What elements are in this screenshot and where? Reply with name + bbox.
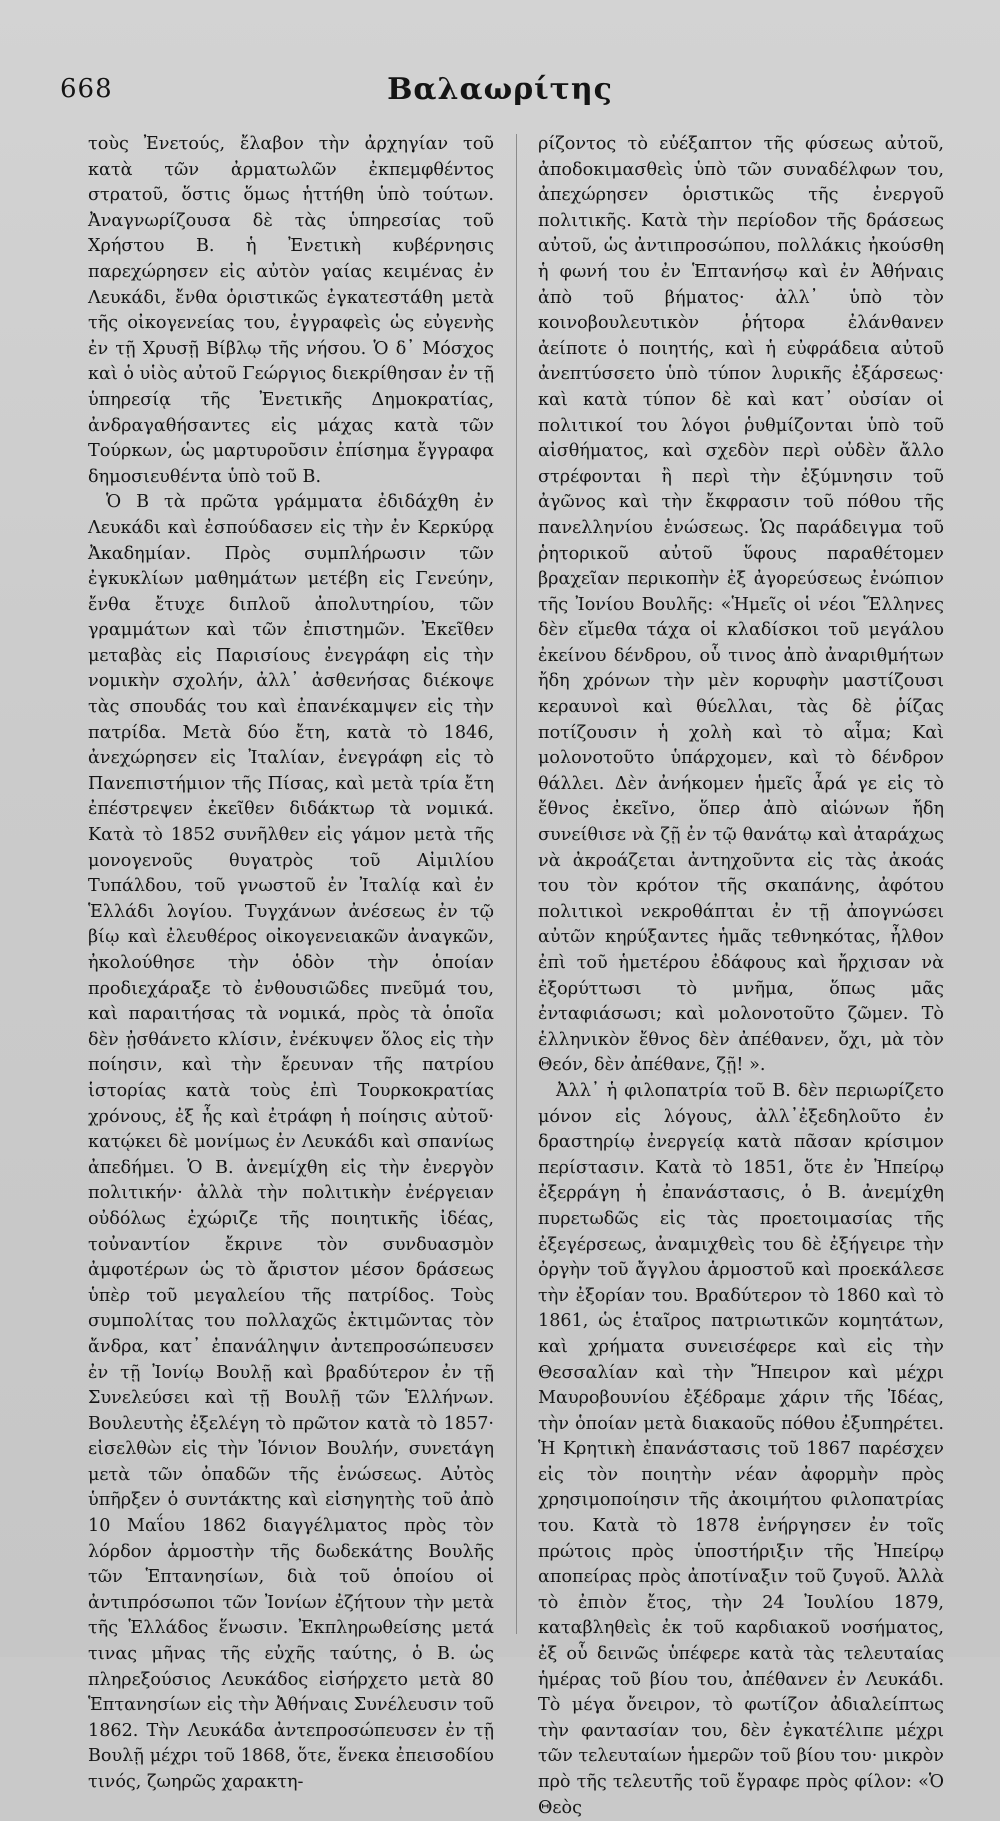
right-paragraph-1: ρίζοντος τὸ εὐέξαπτον τῆς φύσεως αὐτοῦ, ἀποδοκιμασθεὶς ὑπὸ τῶν συναδέλφων του, ἀπεχώρησεν ὁριστικῶς τῆς ἐνεργοῦ πολιτικῆς. Κατὰ τὴν περίοδον τῆς δράσεως αὐτοῦ, ὡς ἀντιπροσώπου, πολλάκις ἠκούσθη ἡ φωνή του ἐν Ἑπτανήσῳ καὶ ἐν Ἀθήναις ἀπὸ τοῦ βήματος· ἀλλ᾽ ὑπὸ τὸν κοινοβουλευτικὸν ῥήτορα ἐλάνθανεν ἀείποτε ὁ ποιητής, καὶ ἡ εὐφράδεια αὐτοῦ ἀνεπτύσσετο ὑπὸ τύπον λυρικῆς ἐξάρσεως· καὶ κατὰ τύπον δὲ καὶ κατ᾽ οὐσίαν οἱ πολιτικοί του λόγοι ῥυθμίζονται ὑπὸ τοῦ αἰσθήματος, καὶ σχεδὸν περὶ οὐδὲν ἄλλο στρέφονται ἢ περὶ τὴν ἐξύμνησιν τοῦ ἀγῶνος καὶ τὴν ἔκφρασιν τοῦ πόθου τῆς πανελληνίου ἑνώσεως. Ὡς παράδειγμα τοῦ ῥητορικοῦ αὐτοῦ ὕφους παραθέτομεν βραχεῖαν περικοπὴν ἐξ ἀγορεύσεως ἐνώπιον τῆς Ἰονίου Βουλῆς: «Ἡμεῖς οἱ νέοι Ἕλληνες δὲν εἴμεθα τάχα οἱ κλαδίσκοι τοῦ μεγάλου ἐκείνου δένδρου, οὗ τινος ἀπὸ ἀναριθμήτων ἤδη χρόνων τὴν μὲν κορυφὴν μαστίζουσι κεραυνοὶ καὶ θύελλαι, τὰς δὲ ῥίζας ποτίζουσιν ἡ χολὴ καὶ τὸ αἷμα; Καὶ μολονοτοῦτο ὑπάρχομεν, καὶ τὸ δένδρον θάλλει. Δὲν ἀνήκομεν ἡμεῖς ἆρά γε εἰς τὸ ἔθνος ἐκεῖνο, ὅπερ ἀπὸ αἰώνων ἤδη συνείθισε νὰ ζῇ ἐν τῷ θανάτῳ καὶ ἀταράχως νὰ ἀκροάζεται ἀντηχοῦντα εἰς τὰς ἀκοάς του τὸν κρότον τῆς σκαπάνης, ἀφότου πολιτικοὶ νεκροθάπται ἐν τῇ ἀπογνώσει αὐτῶν κηρύξαντες ἡμᾶς τεθνηκότας, ἦλθον ἐπὶ τοῦ ἡμετέρου ἐδάφους καὶ ἤρχισαν νὰ ἐξορύττωσι τὸ μνῆμα, ὅπως μᾶς ἐνταφιάσωσι; καὶ μολονοτοῦτο ζῶμεν. Τὸ ἑλληνικὸν ἔθνος δὲν ἀπέθανεν, ὄχι, μὰ τὸν Θεόν, δὲν ἀπέθανε, ζῇ! ». xyxy=(538,134,944,1076)
left-column xyxy=(88,132,494,1796)
running-head-title: Βαλαωρίτης xyxy=(387,72,613,107)
column-divider xyxy=(516,134,517,1634)
page-header xyxy=(0,74,1000,114)
left-paragraph-2: Ὁ Β τὰ πρῶτα γράμματα ἐδιδάχθη ἐν Λευκάδι καὶ ἐσπούδασεν εἰς τὴν ἐν Κερκύρᾳ Ἀκαδημίαν. Πρὸς συμπλήρωσιν τῶν ἐγκυκλίων μαθημάτων μετέβη εἰς Γενεύην, ἔνθα ἔτυχε διπλοῦ ἀπολυτηρίου, τῶν γραμμάτων καὶ τῶν ἐπιστημῶν. Ἐκεῖθεν μεταβὰς εἰς Παρισίους ἐνεγράφη εἰς τὴν νομικὴν σχολήν, ἀλλ᾽ ἀσθενήσας διέκοψε τὰς σπουδάς του καὶ ἐπανέκαμψεν εἰς τὴν πατρίδα. Μετὰ δύο ἔτη, κατὰ τὸ 1846, ἀνεχώρησεν εἰς Ἰταλίαν, ἐνεγράφη εἰς τὸ Πανεπιστήμιον τῆς Πίσας, καὶ μετὰ τρία ἔτη ἐπέστρεψεν ἐκεῖθεν διδάκτωρ τὰ νομικά. Κατὰ τὸ 1852 συνῆλθεν εἰς γάμον μετὰ τῆς μονογενοῦς θυγατρὸς τοῦ Αἰμιλίου Τυπάλδου, τοῦ γνωστοῦ ἐν Ἰταλίᾳ καὶ ἐν Ἑλλάδι λογίου. Τυγχάνων ἀνέσεως ἐν τῷ βίῳ καὶ ἐλευθέρος οἰκογενειακῶν ἀναγκῶν, ἠκολούθησε τὴν ὁδὸν τὴν ὁποίαν προδιεχάραξε τὸ ἐνθουσιῶδες πνεῦμά του, καὶ παραιτήσας τὰ νομικά, πρὸς τὰ ὁποῖα δὲν ᾐσθάνετο κλίσιν, ἐνέκυψεν ὅλος εἰς τὴν ποίησιν, καὶ τὴν ἔρευναν τῆς πατρίου ἱστορίας κατὰ τοὺς ἐπὶ Τουρκοκρατίας χρόνους, ἐξ ἧς καὶ ἐτράφη ἡ ποίησις αὐτοῦ· κατῴκει δὲ μονίμως ἐν Λευκάδι καὶ σπανίως ἀπεδήμει. Ὁ Β. ἀνεμίχθη εἰς τὴν ἐνεργὸν πολιτικήν· ἀλλὰ τὴν πολιτικὴν ἐνέργειαν οὐδόλως ἐχώριζε τῆς ποιητικῆς ἰδέας, τοὐναντίον ἔκρινε τὸν συνδυασμὸν ἀμφοτέρων ὡς τὸ ἄριστον μέσον δράσεως ὑπὲρ τοῦ μεγαλείου τῆς πατρίδος. Τοὺς συμπολίτας του πολλαχῶς ἐκτιμῶντας τὸν ἄνδρα, κατ᾽ ἐπανάληψιν ἀντεπροσώπευσεν ἐν τῇ Ἰονίῳ Βουλῇ καὶ βραδύτερον ἐν τῇ Συνελεύσει καὶ τῇ Βουλῇ τῶν Ἑλλήνων. Βουλευτὴς ἐξελέγη τὸ πρῶτον κατὰ τὸ 1857· εἰσελθὼν εἰς τὴν Ἰόνιον Βουλήν, συνετάγη μετὰ τῶν ὀπαδῶν τῆς ἑνώσεως. Αὐτὸς ὑπῆρξεν ὁ συντάκτης καὶ εἰσηγητὴς τοῦ ἀπὸ 10 Μαΐου 1862 διαγγέλματος πρὸς τὸν λόρδον ἁρμοστὴν τῆς δωδεκάτης Βουλῆς τῶν Ἑπτανησίων, διὰ τοῦ ὁποίου οἱ ἀντιπρόσωποι τῶν Ἰονίων ἐζήτουν τὴν μετὰ τῆς Ἑλλάδος ἕνωσιν. Ἐκπληρωθείσης μετά τινας μῆνας τῆς εὐχῆς ταύτης, ὁ Β. ὡς πληρεξούσιος Λευκάδος εἰσήρχετο μετὰ 80 Ἑπτανησίων εἰς τὴν Ἀθήναις Συνέλευσιν τοῦ 1862. Τὴν Λευκάδα ἀντεπροσώπευσεν ἐν τῇ Βουλῇ μέχρι τοῦ 1868, ὅτε, ἕνεκα ἐπεισοδίου τινός, ζωηρῶς χαρακτη- xyxy=(88,492,494,1792)
left-paragraph-1: τοὺς Ἐνετούς, ἔλαβον τὴν ἀρχηγίαν τοῦ κατὰ τῶν ἀρματωλῶν ἐκπεμφθέντος στρατοῦ, ὅστις ὅμως ἡττήθη ὑπὸ τούτων. Ἀναγνωρίζουσα δὲ τὰς ὑπηρεσίας τοῦ Χρήστου Β. ἡ Ἐνετικὴ κυβέρνησις παρεχώρησεν εἰς αὐτὸν γαίας κειμένας ἐν Λευκάδι, ἔνθα ὁριστικῶς ἐγκατεστάθη μετὰ τῆς οἰκογενείας του, ἐγγραφεὶς ὡς εὐγενὴς ἐν τῇ Χρυσῇ Βίβλῳ τῆς νήσου. Ὁ δ᾽ Μόσχος καὶ ὁ υἱὸς αὐτοῦ Γεώργιος διεκρίθησαν ἐν τῇ ὑπηρεσίᾳ τῆς Ἐνετικῆς Δημοκρατίας, ἀνδραγαθήσαντες εἰς μάχας κατὰ τῶν Τούρκων, ὡς μαρτυροῦσιν ἐπίσημα ἔγγραφα δημοσιευθέντα ὑπὸ τοῦ Β. xyxy=(88,134,494,487)
right-paragraph-2: Ἀλλ᾽ ἡ φιλοπατρία τοῦ Β. δὲν περιωρίζετο μόνον εἰς λόγους, ἀλλ᾽ἐξεδηλοῦτο ἐν δραστηρίῳ ἐνεργείᾳ κατὰ πᾶσαν κρίσιμον περίστασιν. Κατὰ τὸ 1851, ὅτε ἐν Ἠπείρῳ ἐξερράγη ἡ ἐπανάστασις, ὁ Β. ἀνεμίχθη πυρετωδῶς εἰς τὰς προετοιμασίας τῆς ἐξεγέρσεως, ἀναμιχθεὶς του δὲ ἐξήγειρε τὴν ὀργὴν τοῦ ἄγγλου ἁρμοστοῦ καὶ προεκάλεσε τὴν ἐξορίαν του. Βραδύτερον τὸ 1860 καὶ τὸ 1861, ὡς ἑταῖρος πατριωτικῶν κομητάτων, καὶ χρήματα συνεισέφερε καὶ εἰς τὴν Θεσσαλίαν καὶ τὴν Ἤπειρον καὶ μέχρι Μαυροβουνίου ἐξέδραμε χάριν τῆς Ἰδέας, τὴν ὁποίαν μετὰ διακαοῦς πόθου ἐξυπηρέτει. Ἡ Κρητικὴ ἐπανάστασις τοῦ 1867 παρέσχεν εἰς τὸν ποιητὴν νέαν ἀφορμὴν πρὸς χρησιμοποίησιν τῆς ἀκοιμήτου φιλοπατρίας του. Κατὰ τὸ 1878 ἐνήργησεν ἐν τοῖς πρώτοις πρὸς ὑποστήριξιν τῆς Ἠπείρῳ αποπείρας πρὸς ἀποτίναξιν τοῦ ζυγοῦ. Ἀλλὰ τὸ ἐπιὸν ἔτος, τὴν 24 Ἰουλίου 1879, καταβληθεὶς ἐκ τοῦ καρδιακοῦ νοσήματος, ἐξ οὗ δεινῶς ὑπέφερε κατὰ τὰς τελευταίας ἡμέρας τοῦ βίου του, ἀπέθανεν ἐν Λευκάδι. Τὸ μέγα ὄνειρον, τὸ φωτίζον ἀδιαλείπτως τὴν φαντασίαν του, δὲν ἐγκατέλιπε μέχρι τῶν τελευταίων ἡμερῶν τοῦ βίου του· μικρὸν πρὸ τῆς τελευτῆς τοῦ ἔγραφε πρὸς φίλον: «Ὁ Θεὸς xyxy=(538,1080,944,1818)
right-column xyxy=(538,132,944,1821)
page-number: 668 xyxy=(60,74,113,104)
